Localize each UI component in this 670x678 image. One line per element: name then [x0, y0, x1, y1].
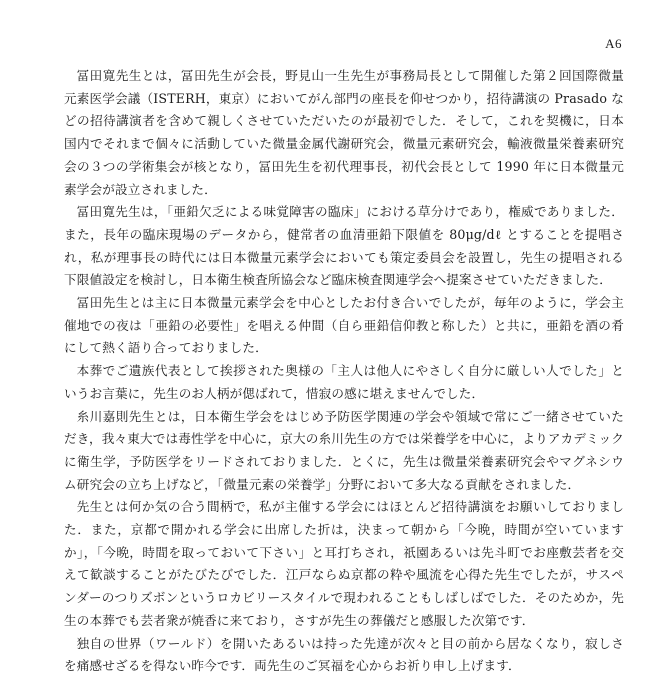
paragraph-3: 冨田先生とは主に日本微量元素学会を中心としたお付き合いでしたが，毎年のように，学会主催地での夜は「亜鉛の必要性」を唱える仲間（自ら亜鉛信仰教と称した）と共に，亜鉛を酒の肴にして熱く語り合っておりました． [64, 295, 624, 356]
paragraph-7: 独自の世界（ワールド）を開いたあるいは持った先達が次々と目の前から居なくなり，寂しさを痛感せざるを得ない昨今です．両先生のご冥福を心からお祈り申し上げます． [64, 635, 624, 674]
paragraph-1: 冨田寛先生とは，冨田先生が会長，野見山一生先生が事務局長として開催した第２回国際微量元素医学会議（ISTERH，東京）においてがん部門の座長を仰せつかり，招待講演の Prasado などの招待講演者を含めて親しくさせていただいたのが最初でした．そして，これを契機に，日本国内でそれまで個々に活動していた微量金属代謝研究会，微量元素研究会，輸液微量栄養素研究会の３つの学術集会が核となり，冨田先生を初代理事長，初代会長として 1990 年に日本微量元素学会が設立されました． [64, 68, 624, 197]
page-number: A6 [605, 36, 622, 51]
paragraph-6: 先生とは何か気の合う間柄で，私が主催する学会にはほとんど招待講演をお願いしておりました．また，京都で開かれる学会に出席した折は，決まって朝から「今晩，時間が空いていますか」，「今晩，時間を取っておいて下さい」と耳打ちされ，祇園あるいは先斗町でお座敷芸者を交えて歓談することがたびたびでした．江戸ならぬ京都の粋や風流を心得た先生でしたが，サスペンダーのつりズボンというロカビリースタイルで現われることもしばしばでした．そのためか，先生の本葬でも芸者衆が焼香に来ており，さすが先生の葬儀だと感服した次第です． [64, 499, 624, 628]
paragraph-4: 本葬でご遺族代表として挨拶された奥様の「主人は他人にやさしく自分に厳しい人でした」というお言葉に，先生のお人柄が偲ばれて，惜寂の感に堪えませんでした． [64, 363, 624, 401]
paragraph-2: 冨田寛先生は，「亜鉛欠乏による味覚障害の臨床」における草分けであり，権威でありました．また，長年の臨床現場のデータから，健常者の血清亜鉛下限値を 80μg/dℓ とすることを提唱され，私が理事長の時代には日本微量元素学会においても策定委員会を設置し，先生の提唱される下限値設定を検討し，日本衛生検査所協会など臨床検査関連学会へ提案させていただきました． [64, 204, 624, 288]
text-body [64, 65, 624, 678]
paragraph-5: 糸川嘉則先生とは，日本衛生学会をはじめ予防医学関連の学会や領域で常にご一緒させていただき，我々東大では毒性学を中心に，京大の糸川先生の方では栄養学を中心に，よりアカデミックに衛生学，予防医学をリードされておりました．とくに，先生は微量栄養素研究会やマグネシウム研究会の立ち上げなど，「微量元素の栄養学」分野において多大なる貢献をされました． [64, 408, 624, 492]
